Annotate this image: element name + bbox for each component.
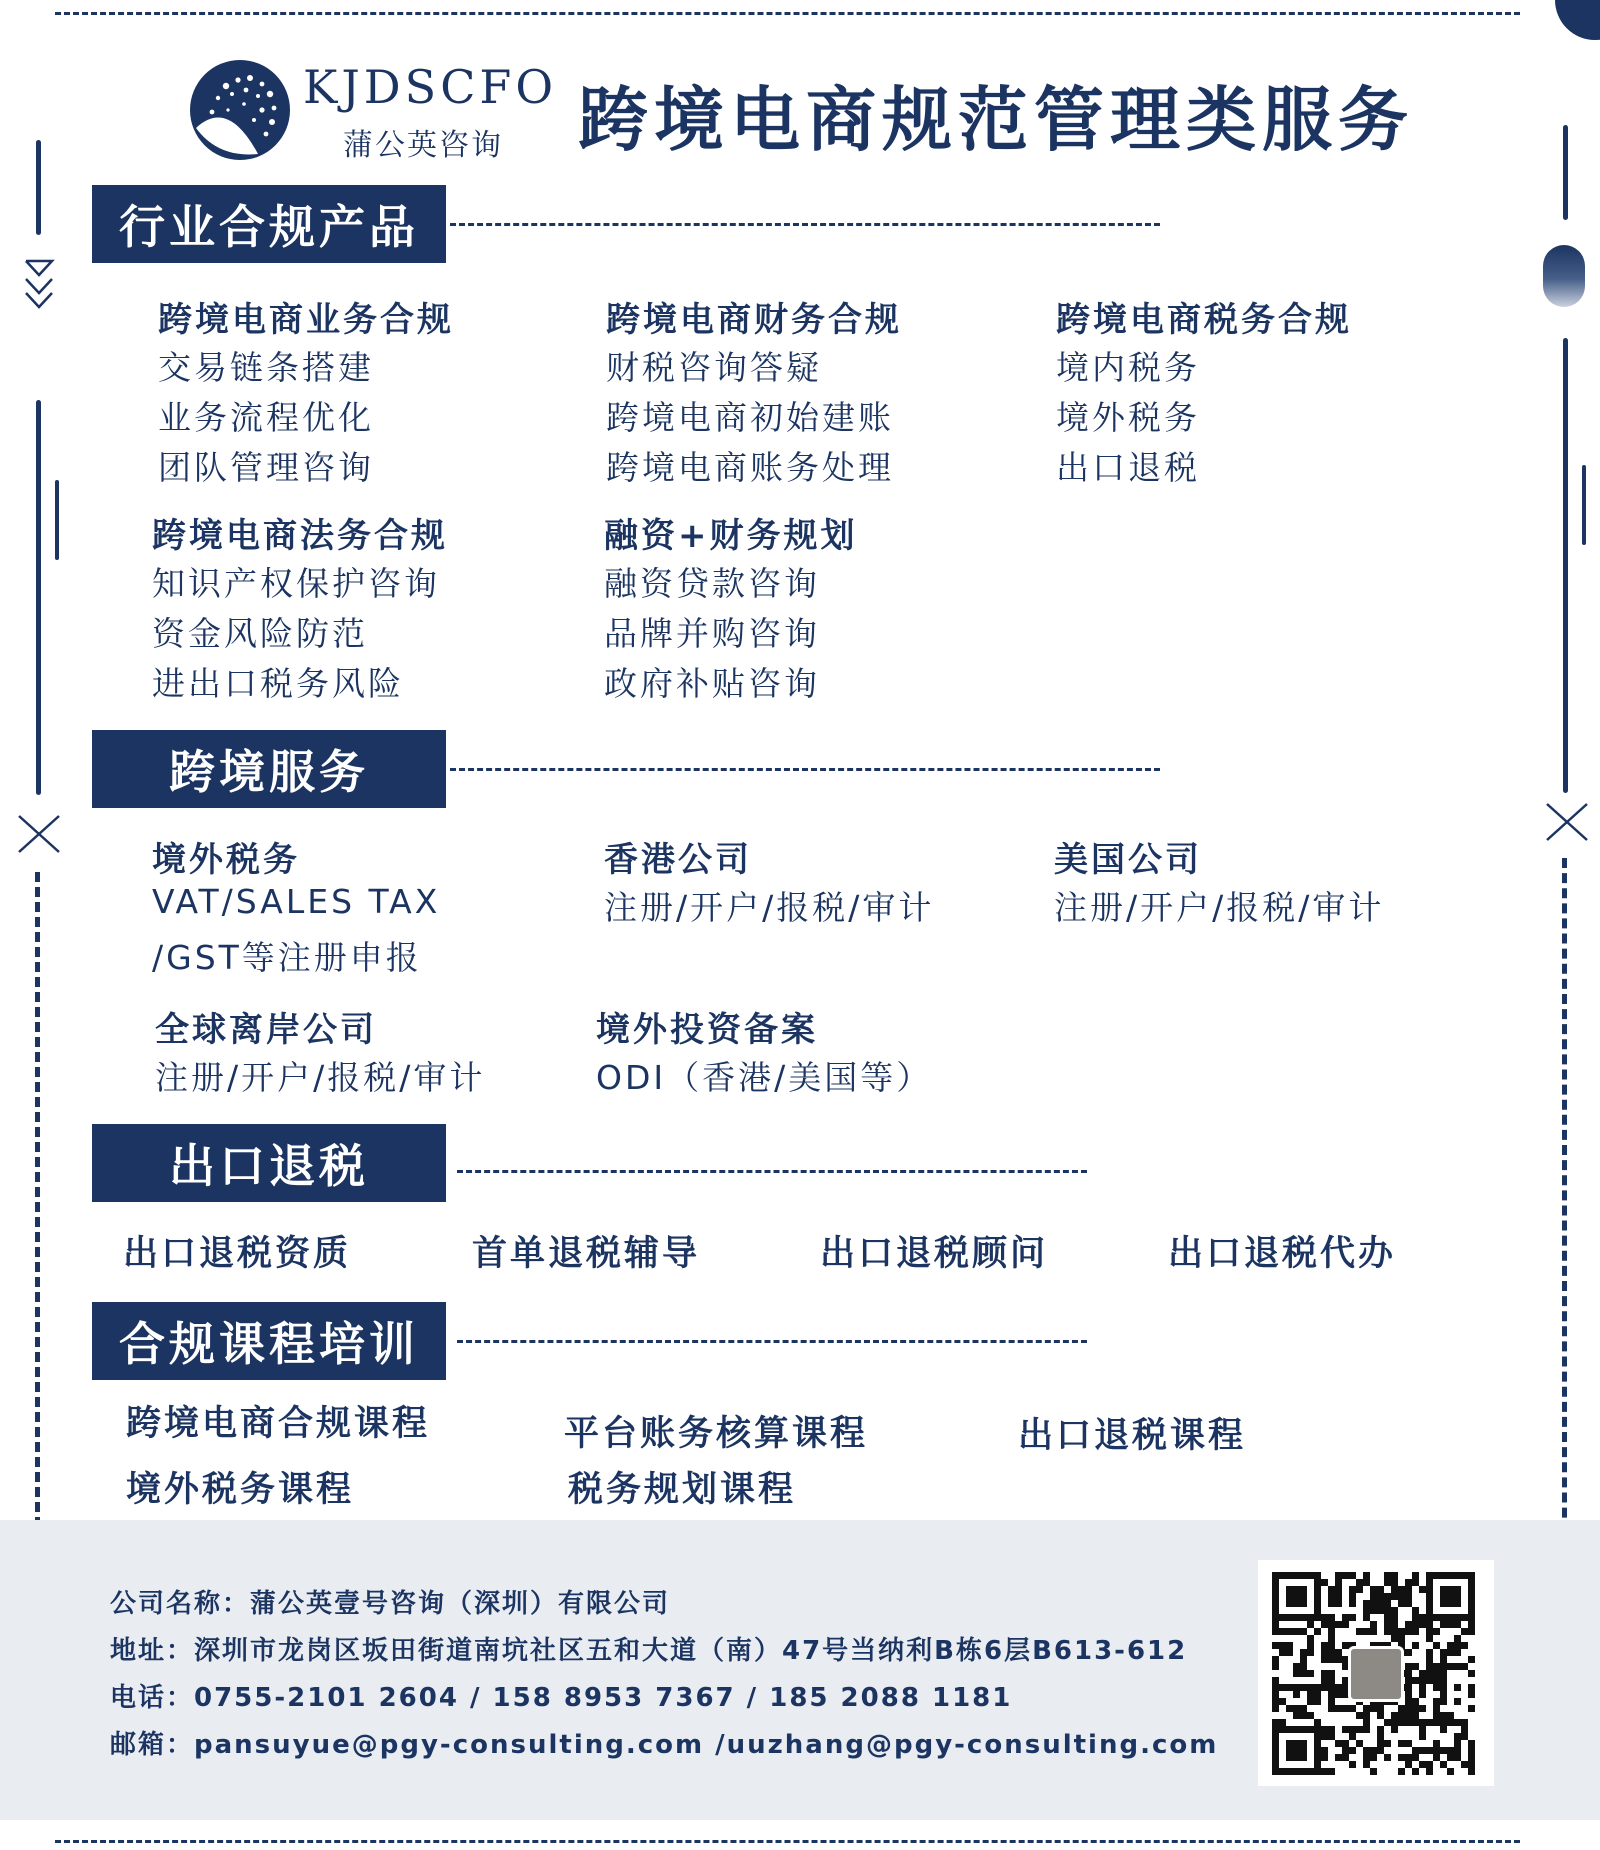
refund-item: 出口退税代办: [1168, 1234, 1397, 1274]
group-item: 注册/开户/报税/审计: [604, 888, 935, 927]
group-item: 品牌并购咨询: [604, 614, 820, 653]
group-item: 团队管理咨询: [158, 448, 374, 487]
dandelion-logo-icon: [188, 58, 292, 162]
group-title: 融资+财务规划: [604, 516, 858, 556]
section-divider: [450, 223, 1160, 226]
top-dashed-border: [55, 12, 1520, 15]
group-title: 跨境电商财务合规: [606, 300, 902, 340]
section-divider: [450, 768, 1160, 771]
group-title: 境外税务: [152, 840, 300, 880]
group-title: 境外投资备案: [596, 1010, 818, 1050]
left-dashed-line: [35, 872, 40, 1602]
section-header-crossborder: 跨境服务: [92, 730, 446, 808]
course-item: 跨境电商合规课程: [126, 1404, 431, 1444]
group-item: 出口退税: [1056, 448, 1200, 487]
section-header-industry: 行业合规产品: [92, 185, 446, 263]
right-dashed-line: [1562, 858, 1567, 1578]
group-title: 全球离岸公司: [155, 1010, 377, 1050]
top-right-corner-circle: [1555, 0, 1600, 40]
right-short-mark: [1582, 465, 1586, 545]
group-item: 业务流程优化: [158, 398, 374, 437]
group-item: 知识产权保护咨询: [152, 564, 440, 603]
right-cross-icon: [1543, 800, 1591, 844]
group-item: 进出口税务风险: [152, 664, 404, 703]
group-item: 注册/开户/报税/审计: [1054, 888, 1385, 927]
right-pill-decoration: [1543, 245, 1585, 307]
section-header-refund: 出口退税: [92, 1124, 446, 1202]
company-email: 邮箱：pansuyue@pgy-consulting.com /uuzhang@pgy-consulting.com: [110, 1730, 1219, 1760]
company-phone: 电话：0755-2101 2604 / 158 8953 7367 / 185 2088 1181: [110, 1683, 1013, 1713]
right-solid-line-2: [1563, 338, 1568, 793]
course-item: 平台账务核算课程: [564, 1414, 869, 1454]
logo-chinese-text: 蒲公英咨询: [343, 128, 503, 163]
company-name: 公司名称：蒲公英壹号咨询（深圳）有限公司: [110, 1589, 671, 1619]
left-short-mark: [55, 480, 59, 560]
group-item: /GST等注册申报: [152, 938, 422, 977]
group-item: 资金风险防范: [152, 614, 368, 653]
group-item: 财税咨询答疑: [606, 348, 822, 387]
group-title: 香港公司: [604, 840, 752, 880]
left-chevron-down-icon: [22, 255, 56, 313]
right-solid-line: [1563, 125, 1568, 220]
company-address: 地址：深圳市龙岗区坂田街道南坑社区五和大道（南）47号当纳利B栋6层B613-612: [110, 1636, 1188, 1666]
group-item: 注册/开户/报税/审计: [155, 1058, 486, 1097]
section-header-training: 合规课程培训: [92, 1302, 446, 1380]
group-item: 境内税务: [1056, 348, 1200, 387]
group-title: 跨境电商税务合规: [1056, 300, 1352, 340]
left-solid-line: [36, 140, 41, 235]
course-item: 税务规划课程: [568, 1470, 797, 1510]
page-title: 跨境电商规范管理类服务: [578, 79, 1414, 161]
qr-code[interactable]: [1258, 1560, 1494, 1786]
group-title: 跨境电商法务合规: [152, 516, 448, 556]
group-item: 融资贷款咨询: [604, 564, 820, 603]
group-item: 政府补贴咨询: [604, 664, 820, 703]
left-solid-line-2: [36, 400, 41, 795]
course-item: 出口退税课程: [1018, 1416, 1247, 1456]
left-cross-icon: [15, 812, 63, 856]
group-title: 美国公司: [1054, 840, 1202, 880]
group-item: 交易链条搭建: [158, 348, 374, 387]
refund-item: 首单退税辅导: [472, 1234, 701, 1274]
refund-item: 出口退税资质: [123, 1234, 352, 1274]
group-item: 跨境电商账务处理: [606, 448, 894, 487]
group-item: VAT/SALES TAX: [152, 882, 441, 921]
refund-item: 出口退税顾问: [820, 1234, 1049, 1274]
section-divider: [457, 1170, 1087, 1173]
bottom-dashed-border: [55, 1840, 1520, 1843]
group-item: 境外税务: [1056, 398, 1200, 437]
logo-english-text: KJDSCFO: [303, 60, 558, 114]
group-title: 跨境电商业务合规: [158, 300, 454, 340]
section-divider: [457, 1340, 1087, 1343]
qr-center-avatar: [1348, 1646, 1404, 1702]
course-item: 境外税务课程: [126, 1470, 355, 1510]
group-item: ODI（香港/美国等）: [596, 1058, 933, 1097]
group-item: 跨境电商初始建账: [606, 398, 894, 437]
